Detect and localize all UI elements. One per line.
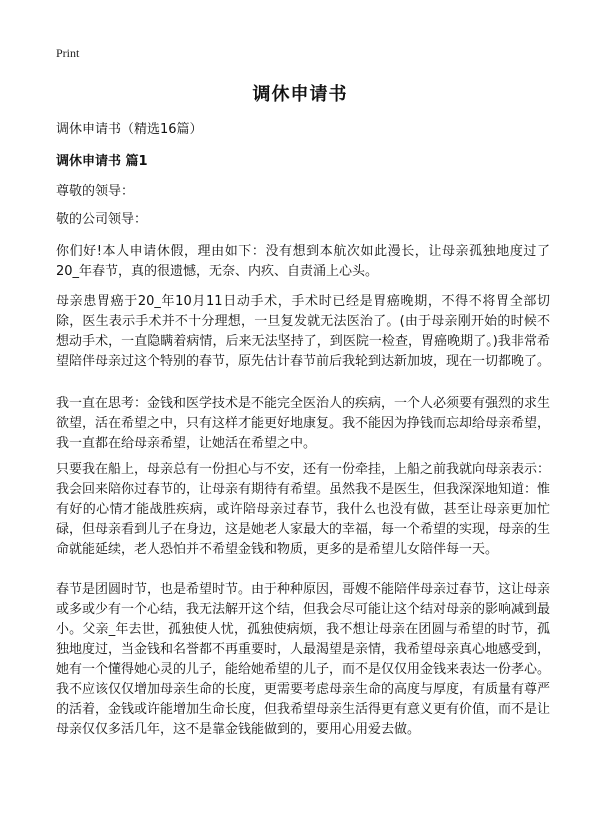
print-label: Print [56, 46, 80, 60]
section-title: 调休申请书 篇1 [56, 154, 148, 169]
greeting-line-2: 敬的公司领导： [56, 212, 148, 227]
body-paragraph-2: 母亲患胃癌于20_年10月11日动手术，手术时已经是胃癌晚期，不得不将胃全部切除，医生表示手术并不十分理想，一旦复发就无法医治了。(由于母亲刚开始的时候不想动手术，一直隐瞒着病情，后来无法坚持了，到医院一检查，胃癌晚期了。)我非常希望陪伴母亲过这个特别的春节，原先估计春节前后我轮到达新加坡，现在一切都晚了。 [56, 294, 551, 369]
document-title: 调休申请书 [252, 84, 348, 105]
body-paragraph-1: 你们好!本人申请休假，理由如下：没有想到本航次如此漫长，让母亲孤独地度过了20_年春节，真的很遗憾，无奈、内疚、自责涌上心头。 [56, 244, 550, 279]
body-paragraph-5: 春节是团圆时节，也是希望时节。由于种种原因，哥嫂不能陪伴母亲过春节，这让母亲或多或少有一个心结，我无法解开这个结，但我会尽可能让这个结对母亲的影响减到最小。父亲_年去世，孤独使人忧，孤独使病烦，我不想让母亲在团圆与希望的时节，孤独地度过，当金钱和名誉都不再重要时，人最渴望是亲情，我希望母亲真心地感受到，她有一个懂得她心灵的儿子，能给她希望的儿子，而不是仅仅用金钱来表达一份孝心。我不应该仅仅增加母亲生命的长度，更需要考虑母亲生命的高度与厚度，有质量有尊严的活着，金钱或许能增加生命长度，但我希望母亲生活得更有意义更有价值，而不是让母亲仅仅多活几年，这不是靠金钱能做到的，要用心用爱去做。 [56, 582, 551, 737]
document-subtitle: 调休申请书（精选16篇） [56, 122, 203, 137]
greeting-line-1: 尊敬的领导： [56, 184, 135, 199]
body-paragraph-3: 我一直在思考：金钱和医学技术是不能完全医治人的疾病，一个人必须要有强烈的求生欲望，活在希望之中，只有这样才能更好地康复。我不能因为挣钱而忘却给母亲希望，我一直都在给母亲希望，让她活在希望之中。 [56, 396, 551, 451]
body-paragraph-4: 只要我在船上，母亲总有一份担心与不安，还有一份牵挂，上船之前我就向母亲表示：我会回来陪你过春节的，让母亲有期待有希望。虽然我不是医生，但我深深地知道：惟有好的心情才能战胜疾病，或许陪母亲过春节，我什么也没有做，甚至让母亲更加忙碌，但母亲看到儿子在身边，这是她老人家最大的幸福，每一个希望的实现，母亲的生命就能延续，老人恐怕并不希望金钱和物质，更多的是希望儿女陪伴每一天。 [56, 462, 551, 557]
